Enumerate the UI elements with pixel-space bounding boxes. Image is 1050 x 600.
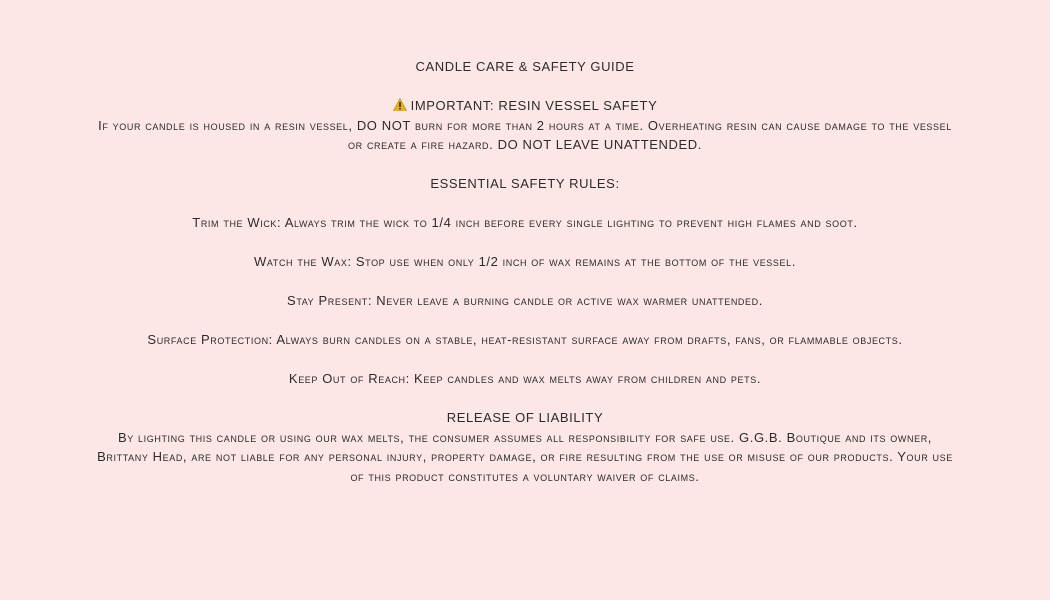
page-title: CANDLE CARE & SAFETY GUIDE: [415, 59, 635, 74]
spacer: [95, 272, 955, 292]
warning-heading-line: [95, 96, 955, 116]
warning-heading: IMPORTANT: RESIN VESSEL SAFETY: [410, 98, 658, 113]
warning-emphasis-unattended: DO NOT LEAVE UNATTENDED.: [497, 137, 702, 152]
rule-trim-wick: Trim the Wick: Always trim the wick to 1/4 inch before every single lighting to prevent high flames and soot.: [192, 215, 858, 230]
liability-heading: RELEASE OF LIABILITY: [446, 410, 604, 425]
spacer: [95, 194, 955, 214]
rules-heading: ESSENTIAL SAFETY RULES:: [430, 176, 620, 191]
warning-emphasis-do-not: DO NOT: [356, 117, 411, 133]
warning-body-part2: burn for more than 2 hours at a time. Overheating resin can cause damage to the vessel or create a fire hazard.: [348, 117, 952, 152]
rule-watch-wax: Watch the Wax: Stop use when only 1/2 inch of wax remains at the bottom of the vessel.: [254, 254, 796, 269]
spacer: [95, 155, 955, 175]
rule-stay-present: Stay Present: Never leave a burning candle or active wax warmer unattended.: [287, 293, 763, 308]
spacer: [95, 350, 955, 370]
care-guide-content: [95, 57, 955, 486]
spacer: [95, 233, 955, 253]
spacer: [95, 311, 955, 331]
spacer: [95, 77, 955, 97]
rule-surface-protection: Surface Protection: Always burn candles on a stable, heat-resistant surface away from drafts, fans, or flammable objects.: [147, 332, 903, 347]
liability-body: By lighting this candle or using our wax melts, the consumer assumes all responsibility for safe use. G.G.B. Boutique and its owner, Brittany Head, are not liable for any personal injury, property damage, or fire resulting from the use or misuse of our products. Your use of this product constitutes a voluntary waiver of claims.: [97, 429, 953, 484]
rule-keep-out-of-reach: Keep Out of Reach: Keep candles and wax melts away from children and pets.: [288, 371, 762, 386]
spacer: [95, 389, 955, 409]
warning-icon: [393, 98, 407, 111]
warning-body: [95, 116, 955, 155]
warning-body-part1: If your candle is housed in a resin vessel,: [98, 117, 353, 133]
